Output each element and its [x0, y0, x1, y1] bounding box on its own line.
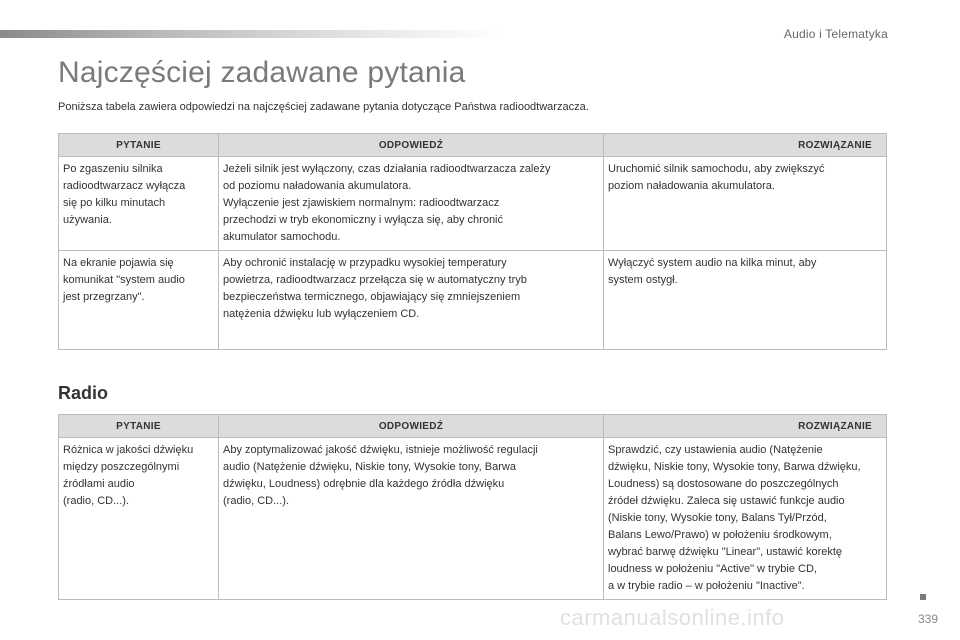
- answer-cell: Aby ochronić instalację w przypadku wysokiej temperatury powietrza, radioodtwarzacz przełącza się w automatyczny tryb bezpieczeństwa termicznego, objawiający się zmniejszeniem natężenia dźwięku lub wyłączeniem CD.: [219, 251, 604, 350]
- table-row: [59, 251, 887, 350]
- table-header-row: [59, 415, 887, 438]
- watermark: carmanualsonline.info: [560, 605, 785, 630]
- header-question: PYTANIE: [59, 134, 219, 157]
- table-row: [59, 157, 887, 251]
- intro-text: Poniższa tabela zawiera odpowiedzi na najczęściej zadawane pytania dotyczące Państwa radioodtwarzacza.: [58, 101, 589, 113]
- faq-table-general: [58, 133, 887, 350]
- radio-section-heading: Radio: [58, 383, 109, 403]
- answer-cell: Jeżeli silnik jest wyłączony, czas działania radioodtwarzacza zależy od poziomu naładowania akumulatora. Wyłączenie jest zjawiskiem normalnym: radioodtwarzacz przechodzi w tryb ekonomiczny i wyłącza się, aby chronić akumulator samochodu.: [219, 157, 604, 251]
- faq-table-radio: [58, 414, 887, 600]
- page-marker: [920, 594, 926, 600]
- answer-cell: Aby zoptymalizować jakość dźwięku, istnieje możliwość regulacji audio (Natężenie dźwięku, Niskie tony, Wysokie tony, Barwa dźwięku, Loudness) odrębnie dla każdego źródła dźwięku (radio, CD...).: [219, 438, 604, 600]
- question-cell: Różnica w jakości dźwięku między poszczególnymi źródłami audio (radio, CD...).: [59, 438, 219, 600]
- header-gradient-bar: [0, 30, 500, 38]
- page-title: Najczęściej zadawane pytania: [58, 56, 466, 89]
- solution-cell: Sprawdzić, czy ustawienia audio (Natężenie dźwięku, Niskie tony, Wysokie tony, Barwa dźwięku, Loudness) są dostosowane do poszczególnych źródeł dźwięku. Zaleca się ustawić funkcje audio (Niskie tony, Wysokie tony, Balans Tył/Przód, Balans Lewo/Prawo) w położeniu środkowym, wybrać barwę dźwięku "Linear", ustawić korektę loudness w położeniu "Active" w trybie CD, a w trybie radio – w położeniu "Inactive".: [604, 438, 887, 600]
- table-row: [59, 438, 887, 600]
- header-question: PYTANIE: [59, 415, 219, 438]
- header-answer: ODPOWIEDŹ: [219, 134, 604, 157]
- page-number: 339: [917, 612, 938, 626]
- section-label: Audio i Telematyka: [783, 27, 888, 41]
- solution-cell: Wyłączyć system audio na kilka minut, aby system ostygł.: [604, 251, 887, 350]
- header-solution: ROZWIĄZANIE: [604, 415, 887, 438]
- table-header-row: [59, 134, 887, 157]
- header-answer: ODPOWIEDŹ: [219, 415, 604, 438]
- question-cell: Na ekranie pojawia się komunikat "system audio jest przegrzany".: [59, 251, 219, 350]
- question-cell: Po zgaszeniu silnika radioodtwarzacz wyłącza się po kilku minutach używania.: [59, 157, 219, 251]
- header-solution: ROZWIĄZANIE: [604, 134, 887, 157]
- solution-cell: Uruchomić silnik samochodu, aby zwiększyć poziom naładowania akumulatora.: [604, 157, 887, 251]
